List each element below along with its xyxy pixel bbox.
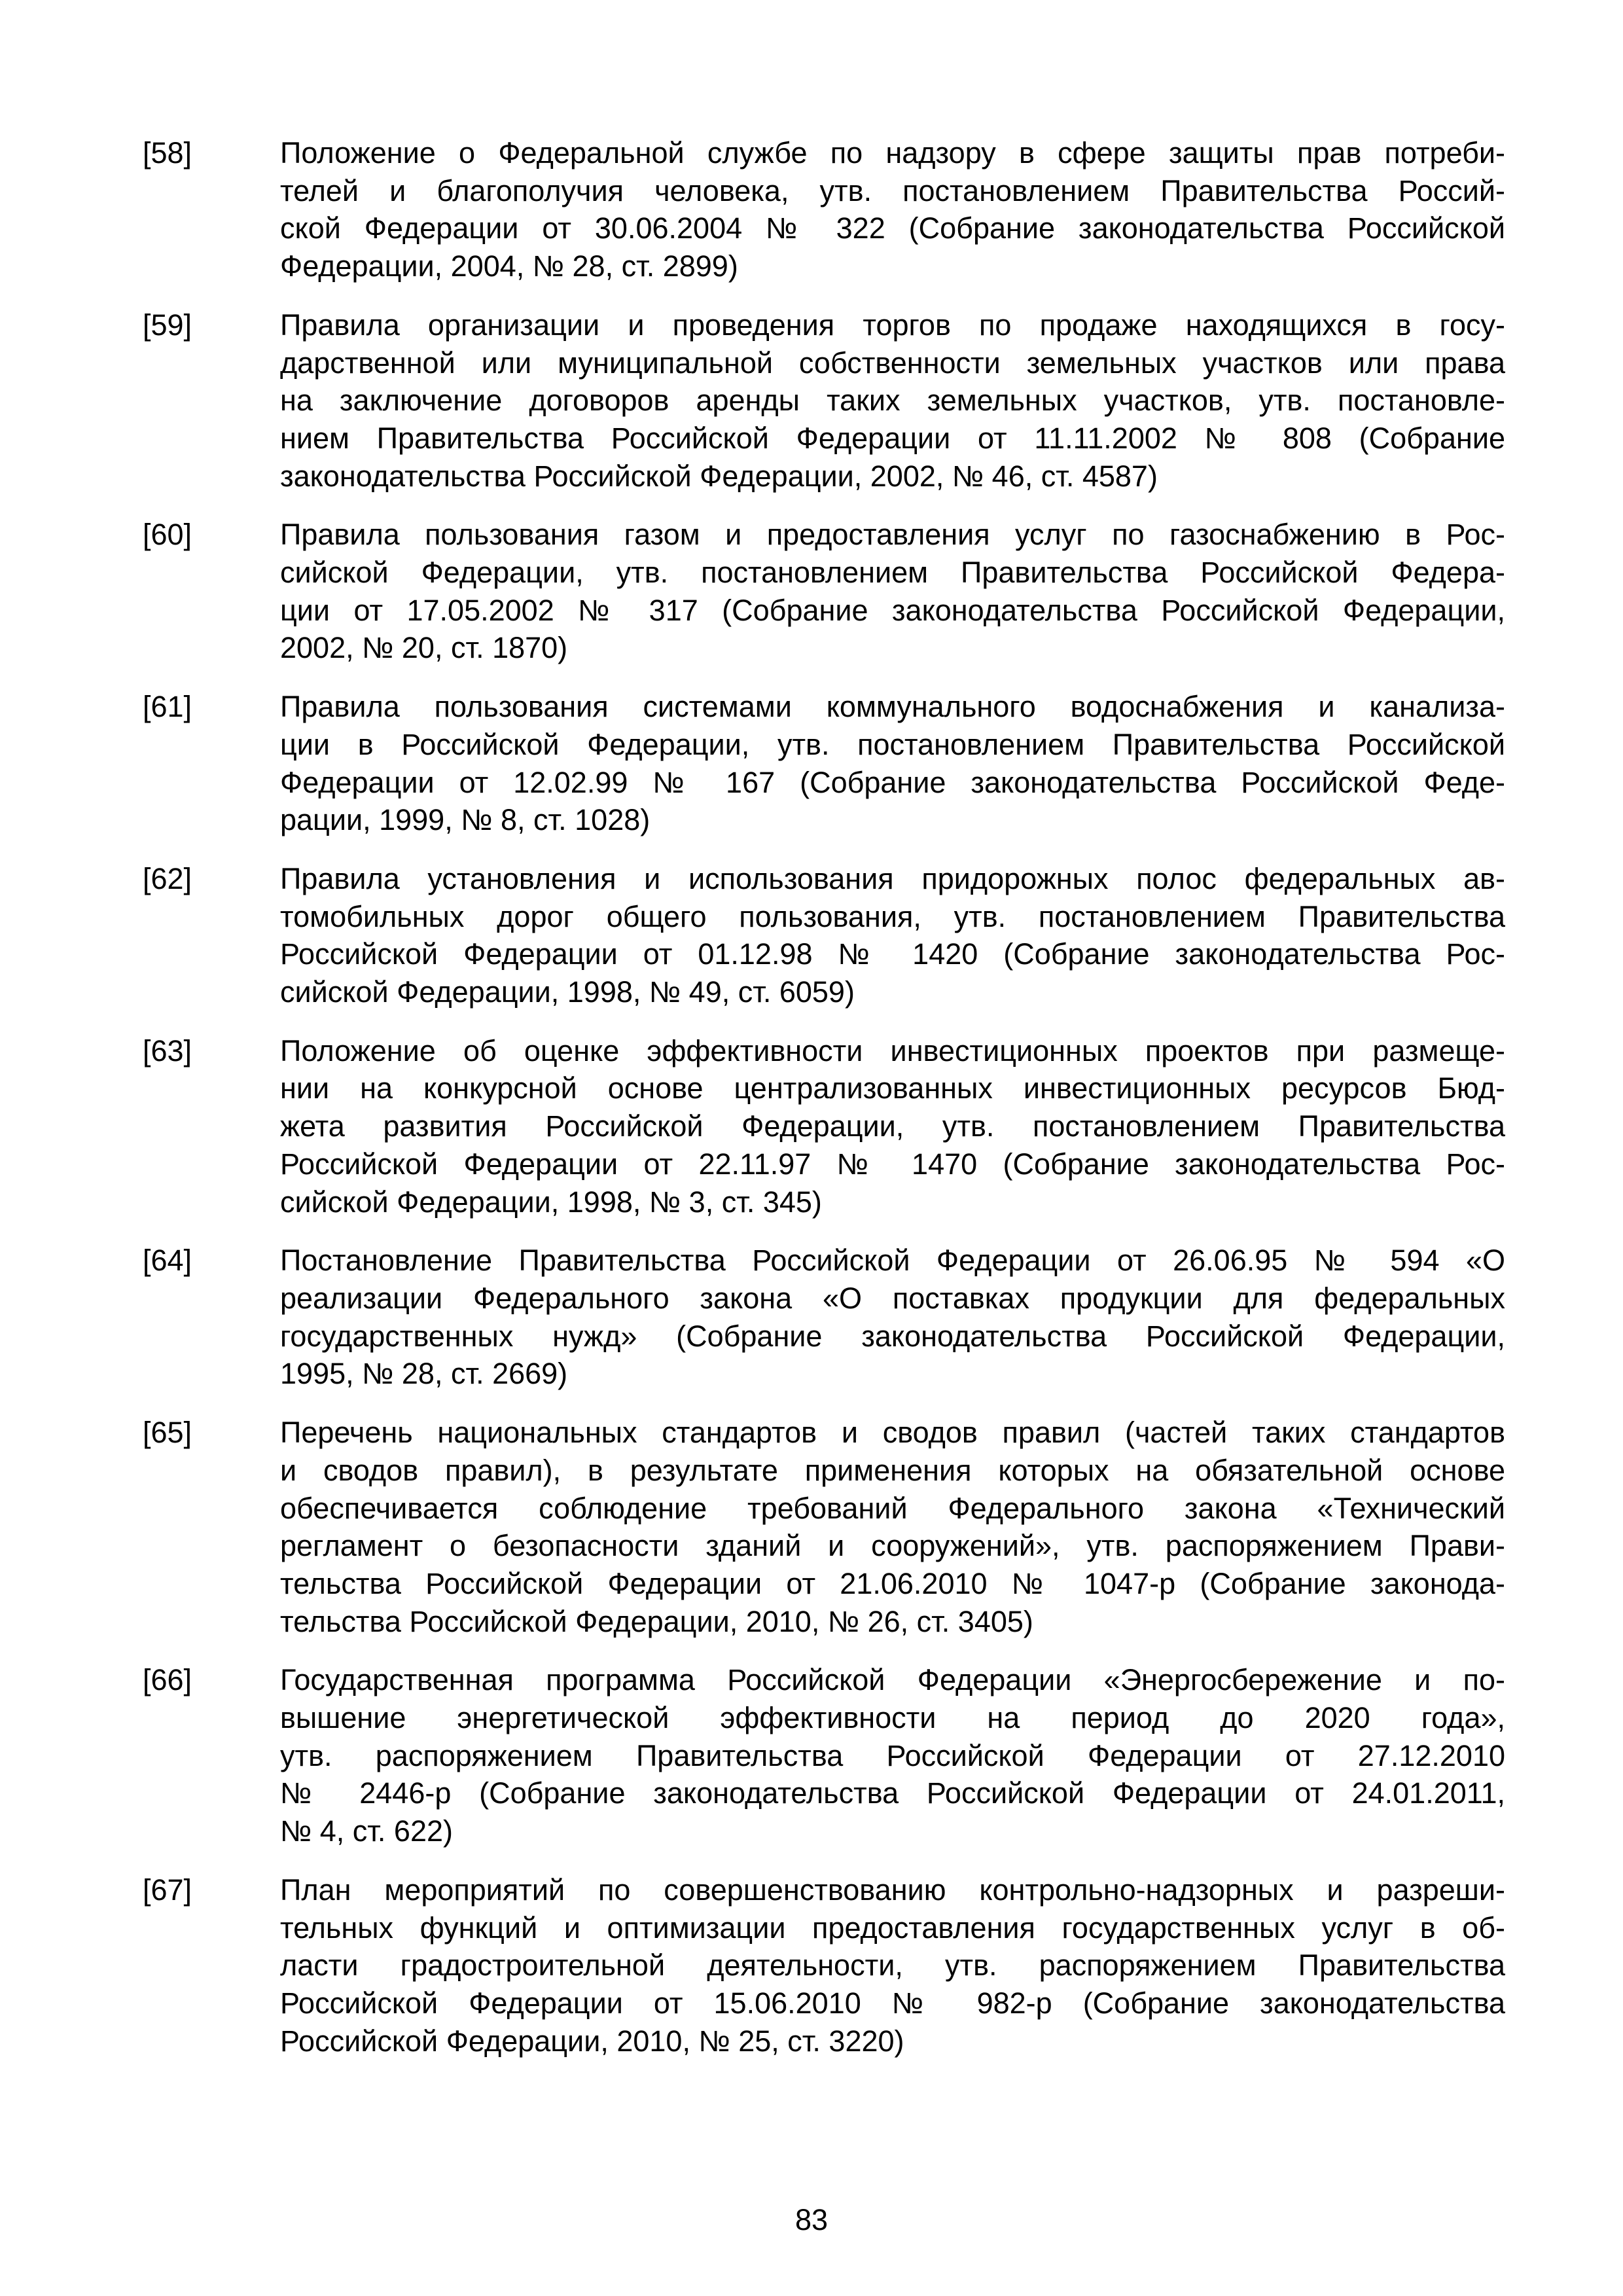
reference-line: и сводов правил), в результате применения которых на обязательной основе	[280, 1453, 1505, 1487]
reference-text	[280, 306, 1505, 495]
reference-line: на заключение договоров аренды таких земельных участков, утв. постановле-	[280, 384, 1505, 418]
reference-line: утв. распоряжением Правительства Российской Федерации от 27.12.2010	[280, 1738, 1505, 1772]
reference-list	[143, 134, 1505, 2081]
reference-text	[280, 516, 1505, 667]
reference-line: ской Федерации от 30.06.2004 № 322 (Собрание законодательства Российской	[280, 211, 1505, 245]
reference-text	[280, 860, 1505, 1011]
reference-line: Правила организации и проведения торгов по продаже находящихся в госу-	[280, 308, 1505, 342]
reference-line: Правила пользования системами коммунального водоснабжения и канализа-	[280, 690, 1505, 724]
reference-line: Постановление Правительства Российской Федерации от 26.06.95 № 594 «О	[280, 1244, 1505, 1278]
reference-line: законодательства Российской Федерации, 2002, № 46, ст. 4587)	[280, 459, 1158, 493]
reference-line: нием Правительства Российской Федерации от 11.11.2002 № 808 (Собрание	[280, 421, 1505, 455]
reference-text	[280, 1661, 1505, 1850]
reference-item	[143, 516, 1505, 667]
reference-item	[143, 1414, 1505, 1640]
reference-number: [61]	[143, 690, 192, 724]
reference-line: тельства Российской Федерации от 21.06.2010 № 1047-р (Собрание законода-	[280, 1566, 1505, 1600]
reference-line: телей и благополучия человека, утв. постановлением Правительства Россий-	[280, 173, 1505, 207]
reference-line: ции в Российской Федерации, утв. постановлением Правительства Российской	[280, 727, 1505, 761]
reference-number: [65]	[143, 1416, 192, 1450]
reference-line: жета развития Российской Федерации, утв. постановлением Правительства	[280, 1109, 1505, 1143]
reference-line: Правила установления и использования придорожных полос федеральных ав-	[280, 861, 1505, 895]
reference-line: Российской Федерации от 01.12.98 № 1420 (Собрание законодательства Рос-	[280, 937, 1505, 971]
reference-line: вышение энергетической эффективности на период до 2020 года»,	[280, 1701, 1505, 1735]
reference-line: томобильных дорог общего пользования, утв. постановлением Правительства	[280, 899, 1505, 933]
reference-line: тельства Российской Федерации, 2010, № 26, ст. 3405)	[280, 1604, 1033, 1638]
reference-number: [67]	[143, 1873, 192, 1907]
reference-item	[143, 134, 1505, 285]
reference-number: [66]	[143, 1663, 192, 1697]
reference-number: [64]	[143, 1244, 192, 1278]
reference-line: сийской Федерации, утв. постановлением Правительства Российской Федера-	[280, 556, 1505, 590]
reference-line: 1995, № 28, ст. 2669)	[280, 1357, 568, 1391]
reference-item	[143, 1871, 1505, 2060]
reference-line: План мероприятий по совершенствованию контрольно-надзорных и разреши-	[280, 1873, 1505, 1907]
reference-line: государственных нужд» (Собрание законодательства Российской Федерации,	[280, 1319, 1505, 1353]
reference-number: [58]	[143, 136, 192, 170]
reference-line: нии на конкурсной основе централизованных инвестиционных ресурсов Бюд-	[280, 1071, 1505, 1105]
reference-line: Федерации от 12.02.99 № 167 (Собрание законодательства Российской Феде-	[280, 765, 1505, 799]
reference-line: Федерации, 2004, № 28, ст. 2899)	[280, 249, 738, 283]
reference-line: ласти градостроительной деятельности, утв. распоряжением Правительства	[280, 1948, 1505, 1982]
reference-line: Российской Федерации от 15.06.2010 № 982-р (Собрание законодательства	[280, 1986, 1505, 2020]
reference-number: [62]	[143, 861, 192, 895]
reference-line: Государственная программа Российской Федерации «Энергосбережение и по-	[280, 1663, 1505, 1697]
page-footer	[0, 2201, 1623, 2239]
reference-line: Правила пользования газом и предоставления услуг по газоснабжению в Рос-	[280, 518, 1505, 552]
reference-item	[143, 1032, 1505, 1221]
reference-text	[280, 1032, 1505, 1221]
reference-number: [60]	[143, 518, 192, 552]
reference-line: обеспечивается соблюдение требований Федерального закона «Технический	[280, 1491, 1505, 1525]
reference-text	[280, 1414, 1505, 1640]
reference-line: Положение о Федеральной службе по надзору в сфере защиты прав потреби-	[280, 136, 1505, 170]
reference-line: № 2446-р (Собрание законодательства Российской Федерации от 24.01.2011,	[280, 1776, 1505, 1810]
reference-text	[280, 688, 1505, 839]
reference-item	[143, 306, 1505, 495]
reference-number: [63]	[143, 1033, 192, 1067]
reference-item	[143, 1661, 1505, 1850]
page-number: 83	[794, 2203, 829, 2236]
reference-line: Российской Федерации, 2010, № 25, ст. 3220)	[280, 2024, 904, 2058]
reference-line: Положение об оценке эффективности инвестиционных проектов при размеще-	[280, 1033, 1505, 1067]
reference-line: дарственной или муниципальной собственности земельных участков или права	[280, 346, 1505, 380]
reference-line: реализации Федерального закона «О поставках продукции для федеральных	[280, 1281, 1505, 1315]
reference-line: Перечень национальных стандартов и сводов правил (частей таких стандартов	[280, 1416, 1505, 1450]
reference-line: 2002, № 20, ст. 1870)	[280, 631, 568, 665]
reference-line: сийской Федерации, 1998, № 3, ст. 345)	[280, 1185, 822, 1219]
reference-number: [59]	[143, 308, 192, 342]
reference-text	[280, 134, 1505, 285]
reference-line: сийской Федерации, 1998, № 49, ст. 6059)	[280, 975, 855, 1009]
reference-item	[143, 688, 1505, 839]
reference-line: регламент о безопасности зданий и сооружений», утв. распоряжением Прави-	[280, 1529, 1505, 1563]
reference-line: рации, 1999, № 8, ст. 1028)	[280, 803, 651, 837]
reference-text	[280, 1242, 1505, 1393]
reference-item	[143, 860, 1505, 1011]
reference-line: ции от 17.05.2002 № 317 (Собрание законодательства Российской Федерации,	[280, 593, 1505, 627]
reference-item	[143, 1242, 1505, 1393]
reference-line: тельных функций и оптимизации предоставления государственных услуг в об-	[280, 1910, 1505, 1945]
reference-text	[280, 1871, 1505, 2060]
reference-line: Российской Федерации от 22.11.97 № 1470 (Собрание законодательства Рос-	[280, 1147, 1505, 1181]
reference-line: № 4, ст. 622)	[280, 1814, 454, 1848]
